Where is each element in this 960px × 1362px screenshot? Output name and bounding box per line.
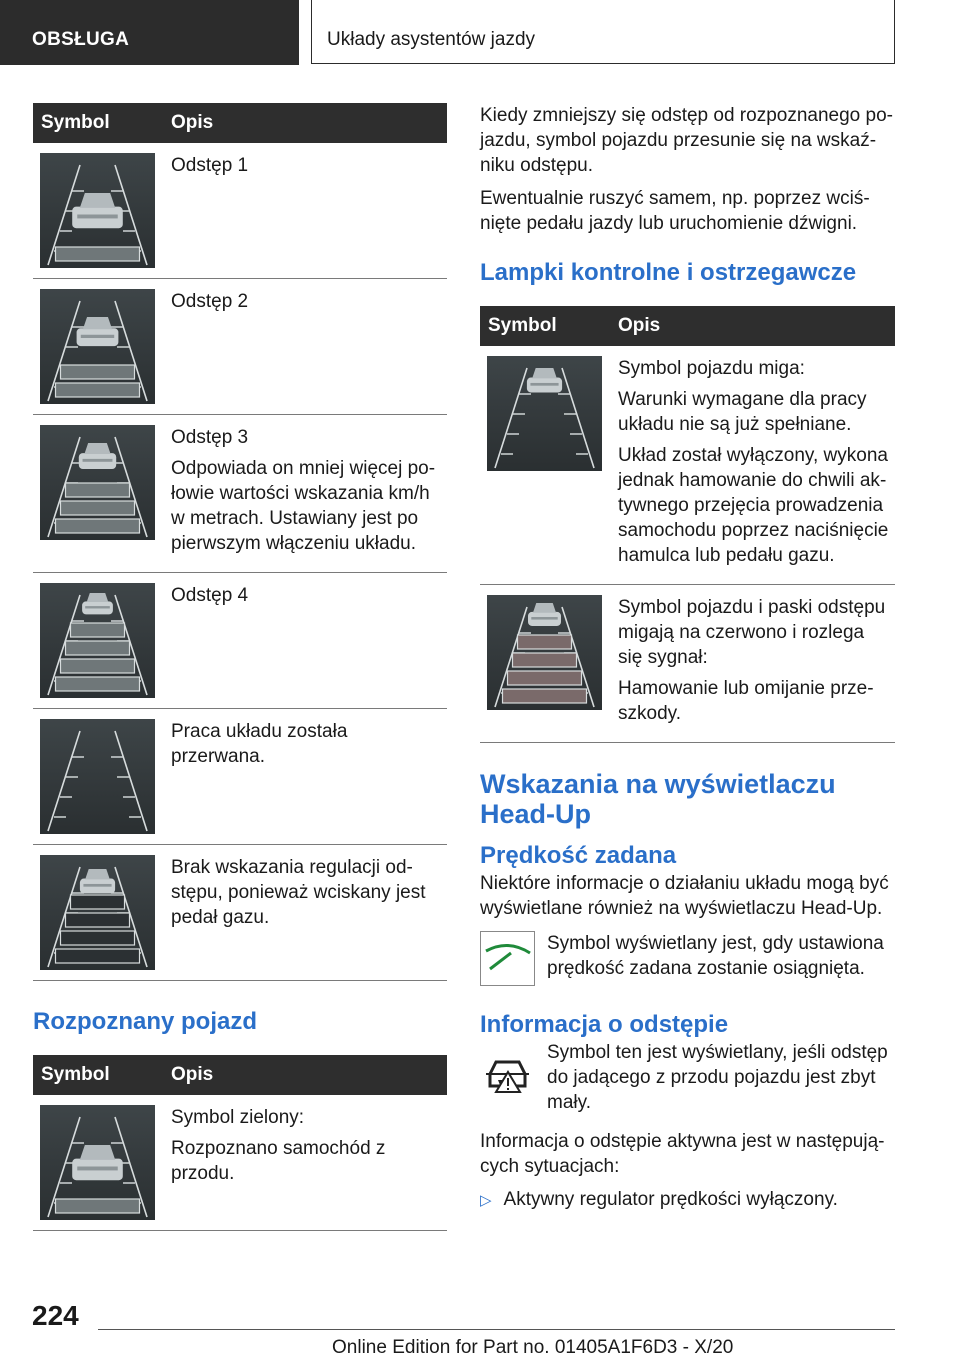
symbol-cell — [33, 573, 165, 709]
table-row — [33, 143, 447, 279]
following-distance-1-icon — [40, 153, 165, 268]
col-description: Opis — [165, 103, 447, 143]
intro-paragraph-1: Kiedy zmniejszy się odstęp od rozpoznanego pojazdu, symbol pojazdu przesunie się na wskaźniku odstępu. — [480, 105, 893, 176]
table-row — [33, 573, 447, 709]
description-cell — [165, 279, 447, 415]
symbol-cell — [33, 279, 165, 415]
description-line: Odstęp 4 — [171, 585, 249, 606]
description-line: Odstęp 1 — [171, 155, 249, 176]
set-speed-text: Niektóre informacje o działaniu układu mogą być wyświetlane również na wyświetlaczu Head-Up. — [480, 873, 889, 919]
distance-info-row — [480, 1040, 895, 1115]
description-line: Symbol zielony: — [171, 1107, 305, 1128]
table-row — [480, 585, 895, 743]
system-interrupted-icon — [40, 719, 165, 834]
vehicle-flashing-icon — [487, 356, 612, 471]
description-cell — [165, 845, 447, 981]
col-description: Opis — [612, 306, 895, 346]
speed-reached-icon — [480, 931, 535, 986]
bullet-text: Aktywny regulator prędkości wyłączony. — [503, 1189, 838, 1210]
description-cell — [165, 415, 447, 573]
table-row — [33, 1095, 447, 1231]
symbol-cell — [480, 585, 612, 743]
description-cell — [612, 585, 895, 743]
recognized-vehicle-heading: Rozpoznany pojazd — [33, 1008, 257, 1035]
distance-info-text: Informacja o odstępie aktywna jest w następujących sytuacjach: — [480, 1131, 885, 1177]
description-line: Warunki wymagane dla pracy układu nie są już spełniane. — [618, 389, 867, 435]
table-row — [33, 845, 447, 981]
description-line: Odpowiada on mniej więcej połowie wartości wskazania km/h w metrach. Ustawiany jest po pierwszym włączeniu układu. — [171, 458, 436, 554]
description-line: Odstęp 3 — [171, 427, 249, 448]
description-line: Rozpoznano samochód z przodu. — [171, 1138, 386, 1184]
description-line: Symbol pojazdu i paski odstępu migają na czerwono i rozlega się sygnał: — [618, 597, 886, 668]
bullet-triangle-icon: ▷ — [480, 1192, 492, 1209]
col-symbol: Symbol — [33, 103, 165, 143]
set-speed-heading: Prędkość zadana — [480, 842, 677, 869]
following-distance-3-icon — [40, 425, 165, 540]
table-row — [480, 346, 895, 585]
symbol-cell — [33, 845, 165, 981]
bullet-item — [480, 1187, 895, 1213]
symbol-cell — [33, 143, 165, 279]
description-cell — [165, 573, 447, 709]
left-column — [33, 103, 447, 1231]
symbol-cell — [33, 709, 165, 845]
table-row — [33, 415, 447, 573]
page-number: 224 — [32, 1300, 79, 1331]
description-cell — [165, 143, 447, 279]
description-cell — [612, 346, 895, 585]
description-cell — [165, 1095, 447, 1231]
description-line: Hamowanie lub omijanie przeszkody. — [618, 678, 874, 724]
col-symbol: Symbol — [480, 306, 612, 346]
symbol-cell — [480, 346, 612, 585]
intro-paragraph-2: Ewentualnie ruszyć samem, np. poprzez wciśnięte pedału jazdy lub uruchomienie dźwigni. — [480, 188, 870, 234]
edition-footer: Online Edition for Part no. 01405A1F6D3 - X/20 — [332, 1337, 734, 1358]
right-column — [480, 103, 895, 1213]
description-line: Praca układu została przerwana. — [171, 721, 348, 767]
description-line: Brak wskazania regulacji odstępu, ponieważ wciskany jest pedał gazu. — [171, 857, 426, 928]
col-description: Opis — [165, 1055, 447, 1095]
symbol-cell — [33, 1095, 165, 1231]
vehicle-red-warning-icon — [487, 595, 612, 710]
accelerator-override-icon — [40, 855, 165, 970]
lamps-heading: Lampki kontrolne i ostrzegawcze — [480, 259, 857, 286]
table-row — [33, 279, 447, 415]
description-line: Odstęp 2 — [171, 291, 249, 312]
set-speed-icon-text: Symbol wyświetlany jest, gdy ustawiona prędkość zadana zostanie osiągnięta. — [547, 933, 884, 979]
vehicle-detected-icon — [40, 1105, 165, 1220]
section-tab: OBSŁUGA — [0, 0, 299, 65]
footer-divider — [98, 1329, 895, 1330]
following-distance-4-icon — [40, 583, 165, 698]
distance-warning-icon — [480, 1044, 535, 1099]
warning-lamps-table — [480, 306, 895, 743]
hud-heading: Wskazania na wyświetlaczu Head-Up — [480, 769, 836, 829]
distance-info-heading: Informacja o odstępie — [480, 1011, 729, 1038]
distance-info-icon-text: Symbol ten jest wyświetlany, jeśli odstęp do jadącego z przodu pojazdu jest zbyt mały. — [547, 1042, 888, 1113]
following-distance-2-icon — [40, 289, 165, 404]
distance-symbols-table — [33, 103, 447, 981]
recognized-vehicle-table — [33, 1055, 447, 1231]
chapter-title: Układy asystentów jazdy — [311, 0, 895, 64]
set-speed-row — [480, 931, 895, 986]
col-symbol: Symbol — [33, 1055, 165, 1095]
description-line: Symbol pojazdu miga: — [618, 358, 805, 379]
description-cell — [165, 709, 447, 845]
table-row — [33, 709, 447, 845]
description-line: Układ został wyłączony, wykona jednak hamowanie do chwili aktywnego przejęcia prowadzenia samochodu poprzez naciśnięcie hamulca lub pedału gazu. — [618, 445, 889, 566]
symbol-cell — [33, 415, 165, 573]
